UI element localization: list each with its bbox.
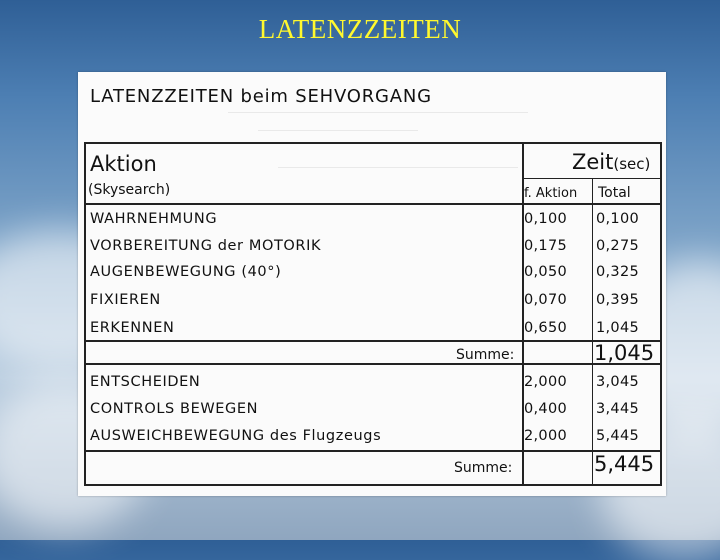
column-header-action-sub: (Skysearch) bbox=[88, 182, 171, 198]
time-label: Zeit bbox=[572, 150, 614, 174]
column-header-time bbox=[572, 150, 650, 174]
action-time: 0,050 bbox=[524, 264, 568, 280]
action-label: CONTROLS BEWEGEN bbox=[90, 401, 259, 417]
cumulative-total: 1,045 bbox=[596, 320, 640, 336]
action-time: 0,070 bbox=[524, 292, 568, 308]
action-label: FIXIEREN bbox=[90, 292, 161, 308]
action-time: 0,650 bbox=[524, 320, 568, 336]
table-left-border bbox=[84, 142, 86, 486]
column-header-total: Total bbox=[598, 185, 631, 201]
slide-title: LATENZZEITEN bbox=[258, 14, 462, 44]
action-label: WAHRNEHMUNG bbox=[90, 211, 218, 227]
action-label: AUSWEICHBEWEGUNG des Flugzeugs bbox=[90, 428, 382, 444]
cumulative-total: 0,395 bbox=[596, 292, 640, 308]
group-divider bbox=[84, 363, 662, 365]
subtotal-value: 1,045 bbox=[594, 341, 655, 365]
scanned-table-sheet bbox=[78, 72, 666, 496]
action-time: 0,400 bbox=[524, 401, 568, 417]
cumulative-total: 5,445 bbox=[596, 428, 640, 444]
subtotal-value: 5,445 bbox=[594, 452, 655, 476]
group-divider bbox=[84, 450, 662, 452]
cumulative-total: 0,275 bbox=[596, 238, 640, 254]
column-divider bbox=[592, 178, 593, 486]
action-label: AUGENBEWEGUNG (40°) bbox=[90, 264, 282, 280]
table-bottom-border bbox=[84, 484, 662, 486]
cumulative-total: 3,445 bbox=[596, 401, 640, 417]
cumulative-total: 0,100 bbox=[596, 211, 640, 227]
time-unit: (sec) bbox=[613, 155, 651, 173]
subtotal-label: Summe: bbox=[454, 460, 513, 476]
table-top-border bbox=[84, 142, 662, 144]
header-bottom-border bbox=[84, 203, 662, 205]
cumulative-total: 0,325 bbox=[596, 264, 640, 280]
action-label: ERKENNEN bbox=[90, 320, 175, 336]
action-label: VORBEREITUNG der MOTORIK bbox=[90, 238, 322, 254]
action-time: 0,175 bbox=[524, 238, 568, 254]
action-time: 2,000 bbox=[524, 374, 568, 390]
subtotal-label: Summe: bbox=[456, 347, 515, 363]
sheet-heading: LATENZZEITEN beim SEHVORGANG bbox=[90, 86, 432, 107]
cumulative-total: 3,045 bbox=[596, 374, 640, 390]
column-header-per-action: f. Aktion bbox=[524, 186, 578, 201]
group-divider bbox=[84, 340, 662, 342]
table-right-border bbox=[660, 142, 662, 486]
action-time: 2,000 bbox=[524, 428, 568, 444]
action-label: ENTSCHEIDEN bbox=[90, 374, 201, 390]
action-time: 0,100 bbox=[524, 211, 568, 227]
header-subdivider bbox=[522, 178, 662, 179]
column-header-action: Aktion bbox=[90, 152, 157, 176]
